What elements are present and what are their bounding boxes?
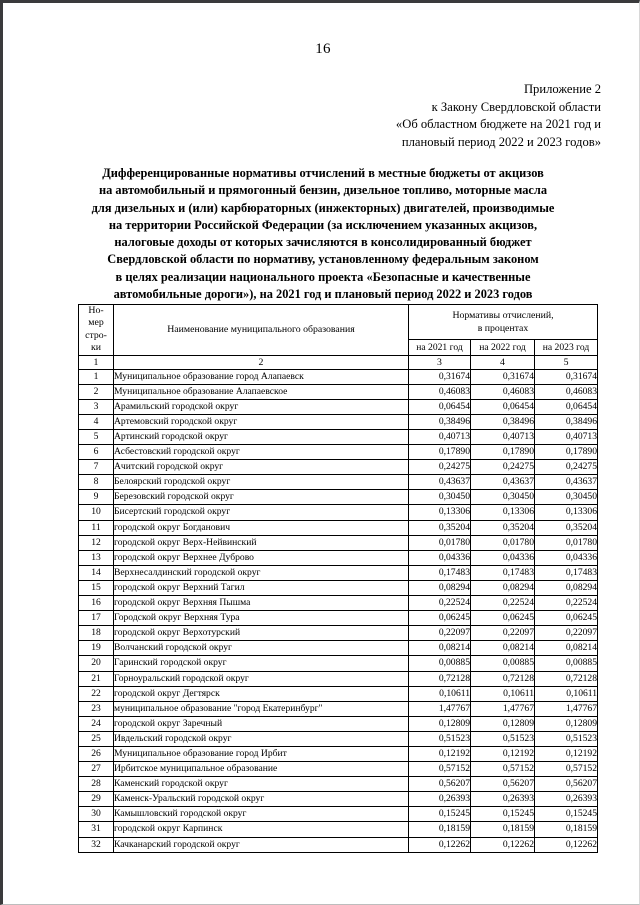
value-2021: 0,13306 (409, 505, 471, 520)
municipality-name: Волчанский городской округ (114, 641, 409, 656)
value-2023: 0,51523 (535, 731, 598, 746)
title-line-1: Дифференцированные нормативы отчислений в местные бюджеты от акцизов (102, 166, 544, 180)
header-normatives-line-1: Нормативы отчислений, (452, 309, 554, 321)
value-2021: 0,15245 (409, 807, 471, 822)
value-2023: 0,12809 (535, 716, 598, 731)
value-2022: 0,22097 (471, 626, 535, 641)
value-2021: 0,12809 (409, 716, 471, 731)
table-row (79, 611, 598, 626)
table-row (79, 445, 598, 460)
table-head (79, 305, 598, 370)
table-row (79, 520, 598, 535)
value-2021: 0,06454 (409, 399, 471, 414)
value-2023: 0,43637 (535, 475, 598, 490)
municipality-name: Каменск-Уральский городской округ (114, 792, 409, 807)
municipality-name: Белоярский городской округ (114, 475, 409, 490)
value-2023: 0,13306 (535, 505, 598, 520)
value-2022: 0,08214 (471, 641, 535, 656)
row-number: 28 (79, 777, 114, 792)
row-number: 8 (79, 475, 114, 490)
header-row-number-line-1: Но- (88, 305, 104, 316)
value-2021: 0,30450 (409, 490, 471, 505)
value-2023: 0,26393 (535, 792, 598, 807)
table-row (79, 580, 598, 595)
value-2021: 0,38496 (409, 414, 471, 429)
row-number: 23 (79, 701, 114, 716)
row-number: 1 (79, 369, 114, 384)
title-line-3: для дизельных и (или) карбюраторных (инжекторных) двигателей, производимые (91, 200, 555, 215)
row-number: 10 (79, 505, 114, 520)
value-2023: 0,12192 (535, 746, 598, 761)
row-number: 7 (79, 460, 114, 475)
value-2022: 0,56207 (471, 777, 535, 792)
municipality-name: муниципальное образование "город Екатеринбург" (114, 701, 409, 716)
header-year-2023: на 2023 год (535, 339, 598, 355)
title-line-8: автомобильные дороги»), на 2021 год и плановый период 2022 и 2023 годов (113, 287, 533, 302)
municipality-name: Городской округ Верхняя Тура (114, 611, 409, 626)
value-2023: 0,12262 (535, 837, 598, 852)
value-2022: 0,22524 (471, 596, 535, 611)
table-row (79, 430, 598, 445)
appendix-line-2: к Закону Свердловской области (431, 99, 601, 114)
row-number: 32 (79, 837, 114, 852)
table-row (79, 626, 598, 641)
table-row (79, 596, 598, 611)
table-row (79, 807, 598, 822)
document-title (63, 165, 583, 303)
row-number: 17 (79, 611, 114, 626)
row-number: 29 (79, 792, 114, 807)
value-2022: 0,26393 (471, 792, 535, 807)
header-municipality: Наименование муниципального образования (114, 305, 409, 356)
table-row (79, 701, 598, 716)
municipality-name: Муниципальное образование город Алапаевск (114, 369, 409, 384)
municipality-name: Верхнесалдинский городской округ (114, 565, 409, 580)
value-2022: 0,13306 (471, 505, 535, 520)
value-2021: 0,17483 (409, 565, 471, 580)
value-2022: 0,51523 (471, 731, 535, 746)
page-number: 16 (315, 41, 331, 57)
row-number: 18 (79, 626, 114, 641)
table-row (79, 369, 598, 384)
table-row (79, 837, 598, 852)
row-number: 15 (79, 580, 114, 595)
value-2021: 0,24275 (409, 460, 471, 475)
column-number-1: 1 (79, 355, 114, 369)
title-line-2: на автомобильный и прямогонный бензин, дизельное топливо, моторные масла (98, 183, 548, 198)
row-number: 22 (79, 686, 114, 701)
table-row (79, 671, 598, 686)
column-number-2: 2 (114, 355, 409, 369)
appendix-line-4: плановый период 2022 и 2023 годов» (401, 134, 601, 149)
title-line-7: в целях реализации национального проекта «Безопасные и качественные (115, 269, 531, 284)
value-2022: 0,18159 (471, 822, 535, 837)
value-2022: 1,47767 (471, 701, 535, 716)
row-number: 24 (79, 716, 114, 731)
municipality-name: Арамильский городской округ (114, 399, 409, 414)
row-number: 16 (79, 596, 114, 611)
row-number: 26 (79, 746, 114, 761)
value-2023: 0,57152 (535, 762, 598, 777)
value-2022: 0,12262 (471, 837, 535, 852)
title-line-6: Свердловской области по нормативу, установленному федеральным законом (107, 252, 539, 267)
value-2023: 0,24275 (535, 460, 598, 475)
value-2022: 0,17483 (471, 565, 535, 580)
municipality-name: Горноуральский городской округ (114, 671, 409, 686)
value-2023: 0,35204 (535, 520, 598, 535)
value-2022: 0,00885 (471, 656, 535, 671)
value-2023: 0,06454 (535, 399, 598, 414)
row-number: 31 (79, 822, 114, 837)
value-2023: 0,10611 (535, 686, 598, 701)
title-line-5: налоговые доходы от которых зачисляются в консолидированный бюджет (114, 235, 532, 250)
value-2023: 0,08294 (535, 580, 598, 595)
municipality-name: Асбестовский городской округ (114, 445, 409, 460)
value-2023: 0,38496 (535, 414, 598, 429)
value-2021: 0,01780 (409, 535, 471, 550)
value-2023: 0,15245 (535, 807, 598, 822)
municipality-name: городской округ Верхняя Пышма (114, 596, 409, 611)
header-row-main (79, 305, 598, 340)
header-year-2021: на 2021 год (409, 339, 471, 355)
row-number: 12 (79, 535, 114, 550)
row-number: 19 (79, 641, 114, 656)
table-body (79, 369, 598, 852)
municipality-name: городской округ Верх-Нейвинский (114, 535, 409, 550)
column-number-3: 3 (409, 355, 471, 369)
municipality-name: Ачитский городской округ (114, 460, 409, 475)
municipality-name: Муниципальное образование город Ирбит (114, 746, 409, 761)
table-row (79, 550, 598, 565)
value-2023: 0,17483 (535, 565, 598, 580)
value-2022: 0,08294 (471, 580, 535, 595)
row-number: 4 (79, 414, 114, 429)
value-2022: 0,46083 (471, 384, 535, 399)
value-2022: 0,35204 (471, 520, 535, 535)
header-row-number-line-2: мер (88, 317, 104, 329)
table-row (79, 460, 598, 475)
municipality-name: городской округ Дегтярск (114, 686, 409, 701)
table-row (79, 686, 598, 701)
value-2022: 0,30450 (471, 490, 535, 505)
table-row (79, 399, 598, 414)
municipality-name: Ивдельский городской округ (114, 731, 409, 746)
municipality-name: городской округ Верхнее Дуброво (114, 550, 409, 565)
table-row (79, 746, 598, 761)
table-row (79, 731, 598, 746)
appendix-line-1: Приложение 2 (523, 82, 601, 96)
value-2022: 0,17890 (471, 445, 535, 460)
row-number: 20 (79, 656, 114, 671)
row-number: 13 (79, 550, 114, 565)
row-number: 2 (79, 384, 114, 399)
table-row (79, 641, 598, 656)
value-2022: 0,12809 (471, 716, 535, 731)
value-2023: 0,56207 (535, 777, 598, 792)
municipality-name: Качканарский городской округ (114, 837, 409, 852)
value-2022: 0,24275 (471, 460, 535, 475)
row-number: 5 (79, 430, 114, 445)
value-2021: 0,10611 (409, 686, 471, 701)
value-2022: 0,43637 (471, 475, 535, 490)
municipality-name: городской округ Верхний Тагил (114, 580, 409, 595)
value-2022: 0,72128 (471, 671, 535, 686)
value-2023: 0,18159 (535, 822, 598, 837)
value-2022: 0,38496 (471, 414, 535, 429)
value-2022: 0,04336 (471, 550, 535, 565)
municipality-name: Гаринский городской округ (114, 656, 409, 671)
value-2022: 0,06454 (471, 399, 535, 414)
appendix-reference (3, 81, 601, 151)
column-number-4: 4 (471, 355, 535, 369)
table-row (79, 414, 598, 429)
row-number: 25 (79, 731, 114, 746)
header-row-number-line-3: стро- (85, 329, 107, 341)
appendix-line-3: «Об областном бюджете на 2021 год и (395, 117, 601, 132)
row-number: 6 (79, 445, 114, 460)
table-row (79, 716, 598, 731)
header-row-column-numbers (79, 355, 598, 369)
value-2021: 0,06245 (409, 611, 471, 626)
header-row-number (79, 305, 114, 356)
value-2023: 0,30450 (535, 490, 598, 505)
municipality-name: Каменский городской округ (114, 777, 409, 792)
value-2021: 0,22097 (409, 626, 471, 641)
column-number-5: 5 (535, 355, 598, 369)
value-2022: 0,01780 (471, 535, 535, 550)
value-2023: 0,17890 (535, 445, 598, 460)
value-2021: 0,18159 (409, 822, 471, 837)
row-number: 9 (79, 490, 114, 505)
normatives-table (78, 304, 598, 853)
header-normatives-line-2: в процентах (477, 322, 529, 334)
table-row (79, 384, 598, 399)
row-number: 30 (79, 807, 114, 822)
value-2023: 0,06245 (535, 611, 598, 626)
value-2021: 1,47767 (409, 701, 471, 716)
table-row (79, 822, 598, 837)
row-number: 27 (79, 762, 114, 777)
value-2021: 0,00885 (409, 656, 471, 671)
municipality-name: городской округ Богданович (114, 520, 409, 535)
header-year-2022: на 2022 год (471, 339, 535, 355)
row-number: 21 (79, 671, 114, 686)
value-2021: 0,04336 (409, 550, 471, 565)
row-number: 3 (79, 399, 114, 414)
value-2021: 0,12262 (409, 837, 471, 852)
normatives-table-wrapper (78, 304, 597, 853)
municipality-name: Артемовский городской округ (114, 414, 409, 429)
municipality-name: городской округ Заречный (114, 716, 409, 731)
table-row (79, 535, 598, 550)
value-2021: 0,57152 (409, 762, 471, 777)
municipality-name: Камышловский городской округ (114, 807, 409, 822)
value-2023: 0,72128 (535, 671, 598, 686)
value-2023: 0,40713 (535, 430, 598, 445)
title-line-4: на территории Российской Федерации (за исключением указанных акцизов, (108, 217, 538, 232)
value-2021: 0,17890 (409, 445, 471, 460)
value-2023: 0,22524 (535, 596, 598, 611)
value-2022: 0,40713 (471, 430, 535, 445)
value-2022: 0,31674 (471, 369, 535, 384)
table-row (79, 792, 598, 807)
value-2023: 0,46083 (535, 384, 598, 399)
value-2021: 0,51523 (409, 731, 471, 746)
value-2023: 0,00885 (535, 656, 598, 671)
value-2021: 0,22524 (409, 596, 471, 611)
value-2021: 0,08294 (409, 580, 471, 595)
value-2021: 0,43637 (409, 475, 471, 490)
table-row (79, 565, 598, 580)
table-row (79, 656, 598, 671)
value-2023: 0,01780 (535, 535, 598, 550)
municipality-name: городской округ Верхотурский (114, 626, 409, 641)
row-number: 14 (79, 565, 114, 580)
value-2021: 0,35204 (409, 520, 471, 535)
header-normatives-group (409, 305, 598, 340)
table-row (79, 777, 598, 792)
value-2021: 0,26393 (409, 792, 471, 807)
municipality-name: Бисертский городской округ (114, 505, 409, 520)
value-2022: 0,12192 (471, 746, 535, 761)
value-2021: 0,40713 (409, 430, 471, 445)
value-2022: 0,15245 (471, 807, 535, 822)
value-2022: 0,57152 (471, 762, 535, 777)
table-row (79, 490, 598, 505)
municipality-name: городской округ Карпинск (114, 822, 409, 837)
value-2023: 0,04336 (535, 550, 598, 565)
value-2022: 0,06245 (471, 611, 535, 626)
municipality-name: Березовский городской округ (114, 490, 409, 505)
value-2021: 0,46083 (409, 384, 471, 399)
table-row (79, 505, 598, 520)
value-2021: 0,08214 (409, 641, 471, 656)
table-row (79, 762, 598, 777)
value-2021: 0,72128 (409, 671, 471, 686)
value-2021: 0,31674 (409, 369, 471, 384)
value-2023: 0,08214 (535, 641, 598, 656)
municipality-name: Муниципальное образование Алапаевское (114, 384, 409, 399)
value-2022: 0,10611 (471, 686, 535, 701)
municipality-name: Артинский городской округ (114, 430, 409, 445)
value-2023: 1,47767 (535, 701, 598, 716)
header-row-number-line-4: ки (90, 342, 101, 354)
table-row (79, 475, 598, 490)
value-2021: 0,56207 (409, 777, 471, 792)
municipality-name: Ирбитское муниципальное образование (114, 762, 409, 777)
row-number: 11 (79, 520, 114, 535)
value-2023: 0,31674 (535, 369, 598, 384)
value-2023: 0,22097 (535, 626, 598, 641)
value-2021: 0,12192 (409, 746, 471, 761)
